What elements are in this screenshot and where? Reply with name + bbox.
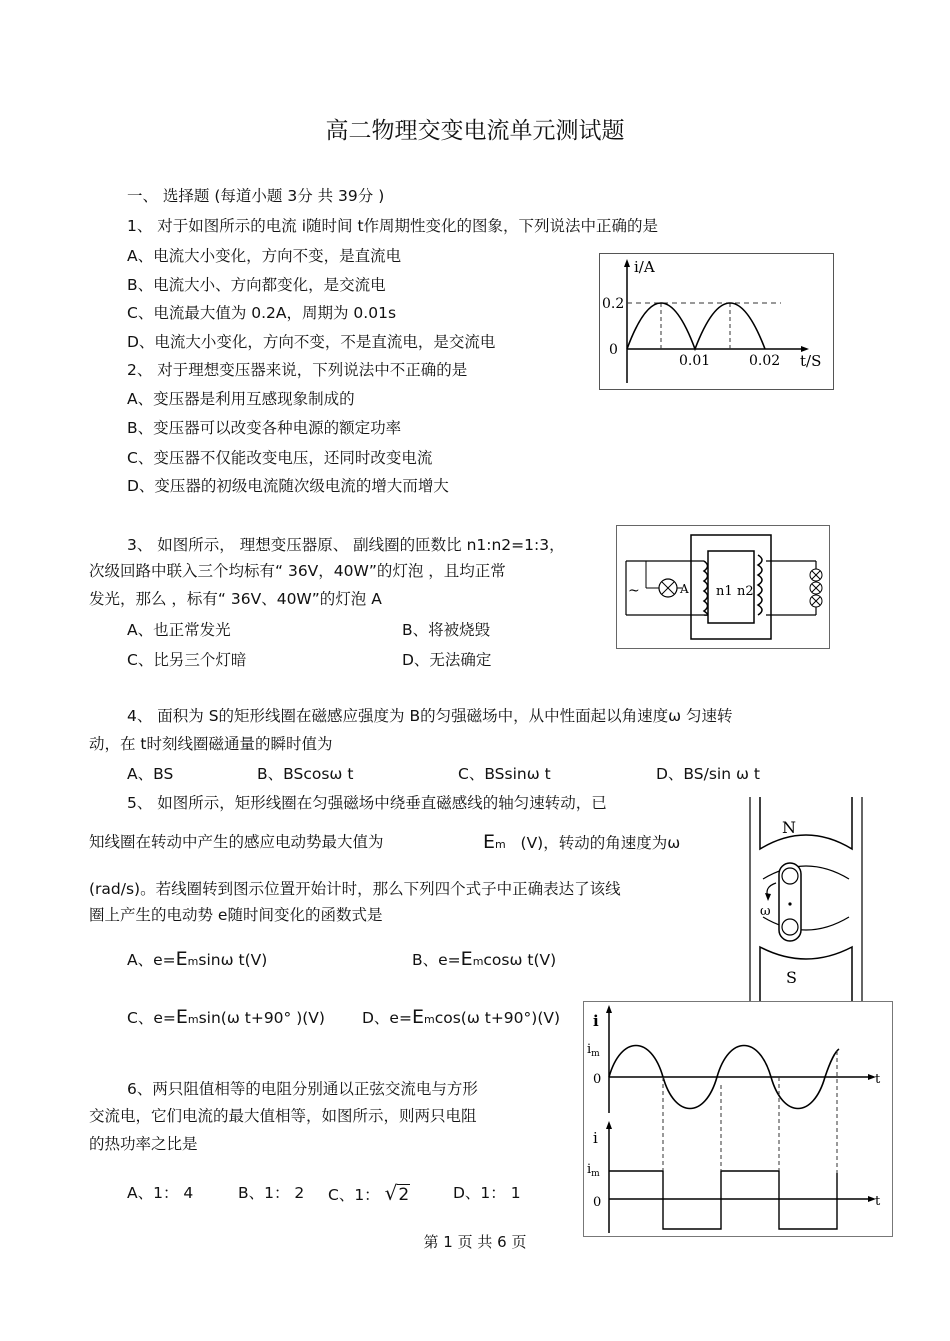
q1-stem: 1、 对于如图所示的电流 i随时间 t作周期性变化的图象，下列说法中正确的是 bbox=[127, 217, 659, 235]
q1-option-b: B、电流大小、方向都变化，是交流电 bbox=[127, 276, 386, 294]
q6-stem-line2: 交流电，它们电流的最大值相等，如图所示，则两只电阻 bbox=[89, 1107, 477, 1125]
q6-square-wave bbox=[609, 1171, 837, 1229]
q5-stem-line4: 圈上产生的电动势 e随时间变化的函数式是 bbox=[89, 906, 383, 924]
q4-option-a: A、BS bbox=[127, 765, 174, 783]
q6-option-c: C、1： √2 bbox=[328, 1181, 410, 1205]
q1-ylabel: i/A bbox=[634, 258, 655, 276]
q3-option-a: A、也正常发光 bbox=[127, 621, 231, 639]
q6-option-b: B、1： 2 bbox=[238, 1184, 305, 1202]
q2-option-c: C、变压器不仅能改变电压，还同时改变电流 bbox=[127, 449, 433, 467]
q2-stem: 2、 对于理想变压器来说，下列说法中不正确的是 bbox=[127, 361, 468, 379]
q5-stem-line1: 5、 如图所示，矩形线圈在匀强磁场中绕垂直磁感线的轴匀速转动，已 bbox=[127, 794, 607, 812]
q3-ammeter-label: A bbox=[680, 582, 689, 596]
q5-stem-line2: 知线圈在转动中产生的感应电动势最大值为 bbox=[89, 833, 384, 851]
q4-stem-line1: 4、 面积为 S的矩形线圈在磁感应强度为 B的匀强磁场中，从中性面起以角速度ω 匀速转 bbox=[127, 707, 733, 725]
q3-option-c: C、比另三个灯暗 bbox=[127, 651, 247, 669]
page-title: 高二物理交变电流单元测试题 bbox=[325, 118, 625, 144]
q1-xtick-2: 0.02 bbox=[749, 353, 781, 369]
q6-stem-line3: 的热功率之比是 bbox=[89, 1135, 198, 1153]
q3-ac-source: ~ bbox=[628, 583, 640, 599]
q3-n1: n1 bbox=[716, 584, 733, 599]
q6-sine-origin: 0 bbox=[593, 1072, 602, 1087]
q6-square-t-label: t bbox=[875, 1194, 881, 1209]
q3-stem-line1: 3、 如图所示， 理想变压器原、 副线圈的匝数比 n1:n2=1:3， bbox=[127, 536, 565, 554]
q6-option-a: A、1： 4 bbox=[127, 1184, 194, 1202]
q6-sine-im-label: $i_m$ bbox=[587, 1042, 600, 1059]
q6-sine-t-label: t bbox=[875, 1072, 881, 1087]
q1-figure bbox=[599, 253, 834, 390]
q3-option-b: B、将被烧毁 bbox=[402, 621, 491, 639]
page-footer: 第 1 页 共 6 页 bbox=[423, 1233, 527, 1251]
q5-south-label: S bbox=[786, 968, 797, 987]
q5-option-a: A、e=Emsinω t(V) bbox=[127, 948, 268, 970]
q5-stem-line3: (rad/s)。若线圈转到图示位置开始计时，那么下列四个式子中正确表达了该线 bbox=[89, 880, 621, 898]
q4-option-d: D、BS/sin ω t bbox=[656, 765, 760, 783]
q5-em-value: Em (V)，转动的角速度为ω bbox=[483, 831, 681, 853]
q2-option-b: B、变压器可以改变各种电源的额定功率 bbox=[127, 419, 402, 437]
q2-option-a: A、变压器是利用互感现象制成的 bbox=[127, 390, 355, 408]
q5-option-b: B、e=Emcosω t(V) bbox=[412, 948, 557, 970]
q6-waveform-figure bbox=[583, 1001, 893, 1237]
q1-option-a: A、电流大小变化，方向不变，是直流电 bbox=[127, 247, 402, 265]
q3-primary-coil bbox=[704, 561, 708, 615]
q6-option-d: D、1： 1 bbox=[453, 1184, 521, 1202]
q3-n2: n2 bbox=[737, 584, 754, 599]
q3-stem-line2: 次级回路中联入三个均标有“ 36V，40W”的灯泡 ，且均正常 bbox=[89, 562, 506, 580]
q1-option-c: C、电流最大值为 0.2A，周期为 0.01s bbox=[127, 304, 397, 322]
q3-option-d: D、无法确定 bbox=[402, 651, 492, 669]
sqrt-symbol: √ bbox=[384, 1181, 398, 1205]
q3-transformer-figure bbox=[616, 525, 830, 649]
q5-north-label: N bbox=[782, 818, 796, 837]
q5-option-c: C、e=Emsin(ω t+90° )(V) bbox=[127, 1006, 325, 1028]
q1-option-d: D、电流大小变化，方向不变，不是直流电，是交流电 bbox=[127, 333, 496, 351]
q5-generator-figure bbox=[746, 797, 866, 1002]
q3-secondary-lamps bbox=[810, 569, 822, 607]
q2-option-d: D、变压器的初级电流随次级电流的增大而增大 bbox=[127, 477, 449, 495]
section-heading: 一、 选择题 (每道小题 3分 共 39分 ) bbox=[127, 187, 385, 205]
q1-ytick: 0.2 bbox=[602, 296, 625, 312]
q6-square-im-label: $i_m$ bbox=[587, 1162, 600, 1179]
q6-square-origin: 0 bbox=[593, 1195, 602, 1210]
q5-south-pole bbox=[760, 947, 852, 1002]
q5-omega-label: ω bbox=[760, 904, 771, 919]
q1-xtick-1: 0.01 bbox=[679, 353, 711, 369]
q5-north-pole bbox=[760, 797, 852, 849]
q1-current-curve bbox=[627, 303, 765, 349]
q3-stem-line3: 发光，那么 ，标有“ 36V、40W”的灯泡 A bbox=[89, 590, 382, 608]
q4-stem-line2: 动，在 t时刻线圈磁通量的瞬时值为 bbox=[89, 735, 333, 753]
q6-stem-line1: 6、两只阻值相等的电阻分别通以正弦交流电与方形 bbox=[127, 1080, 478, 1098]
q4-option-c: C、BSsinω t bbox=[458, 765, 551, 783]
q6-sine-i-label: i bbox=[593, 1012, 599, 1030]
q5-option-d: D、e=Emcos(ω t+90°)(V) bbox=[362, 1006, 561, 1028]
q4-option-b: B、BScosω t bbox=[257, 765, 354, 783]
q3-secondary-coil bbox=[758, 555, 762, 615]
q6-square-i-label: i bbox=[593, 1129, 598, 1147]
q1-origin: 0 bbox=[609, 342, 618, 358]
q1-xlabel: t/S bbox=[800, 352, 822, 370]
